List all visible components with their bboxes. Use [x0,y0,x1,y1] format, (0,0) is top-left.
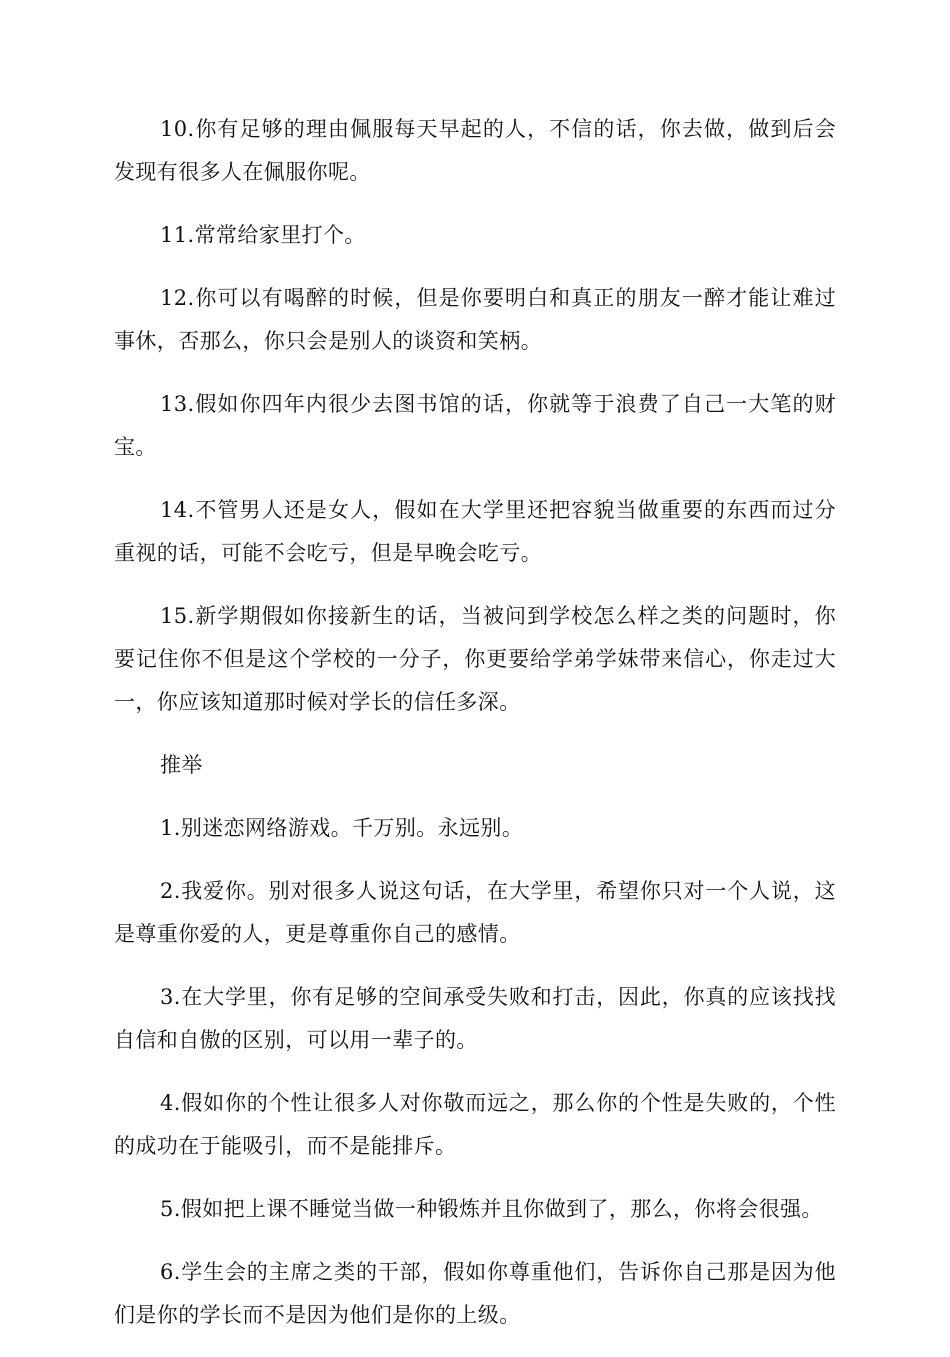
paragraph-item-10: 10.你有足够的理由佩服每天早起的人，不信的话，你去做，做到后会发现有很多人在佩服你呢。 [114,117,836,184]
recommendation-item-5: 5.假如把上课不睡觉当做一种锻炼并且你做到了，那么，你将会很强。 [160,1197,823,1221]
recommendation-item-3: 3.在大学里，你有足够的空间承受失败和打击，因此，你真的应该找找自信和自傲的区别，可以用一辈子的。 [114,985,836,1052]
paragraph-item-14: 14.不管男人还是女人，假如在大学里还把容貌当做重要的东西而过分重视的话，可能不会吃亏，但是早晚会吃亏。 [114,498,836,565]
paragraph-item-11: 11.常常给家里打个。 [160,223,366,247]
section-heading: 推举 [160,753,203,777]
paragraph-item-12: 12.你可以有喝醉的时候，但是你要明白和真正的朋友一醉才能让难过事休，否那么，你只会是别人的谈资和笑柄。 [114,286,836,353]
recommendation-item-6: 6.学生会的主席之类的干部，假如你尊重他们，告诉你自己那是因为他们是你的学长而不是因为他们是你的上级。 [114,1260,836,1327]
recommendation-item-4: 4.假如你的个性让很多人对你敬而远之，那么你的个性是失败的，个性的成功在于能吸引，而不是能排斥。 [114,1091,836,1158]
paragraph-item-13: 13.假如你四年内很少去图书馆的话，你就等于浪费了自己一大笔的财宝。 [114,392,836,459]
recommendation-item-1: 1.别迷恋网络游戏。千万别。永远别。 [160,816,524,840]
recommendation-item-2: 2.我爱你。别对很多人说这句话，在大学里，希望你只对一个人说，这是尊重你爱的人，更是尊重你自己的感情。 [114,879,836,946]
paragraph-item-15: 15.新学期假如你接新生的话，当被问到学校怎么样之类的问题时，你要记住你不但是这个学校的一分子，你更要给学弟学妹带来信心，你走过大一，你应该知道那时候对学长的信任多深。 [114,604,836,714]
document-body [114,108,836,1357]
